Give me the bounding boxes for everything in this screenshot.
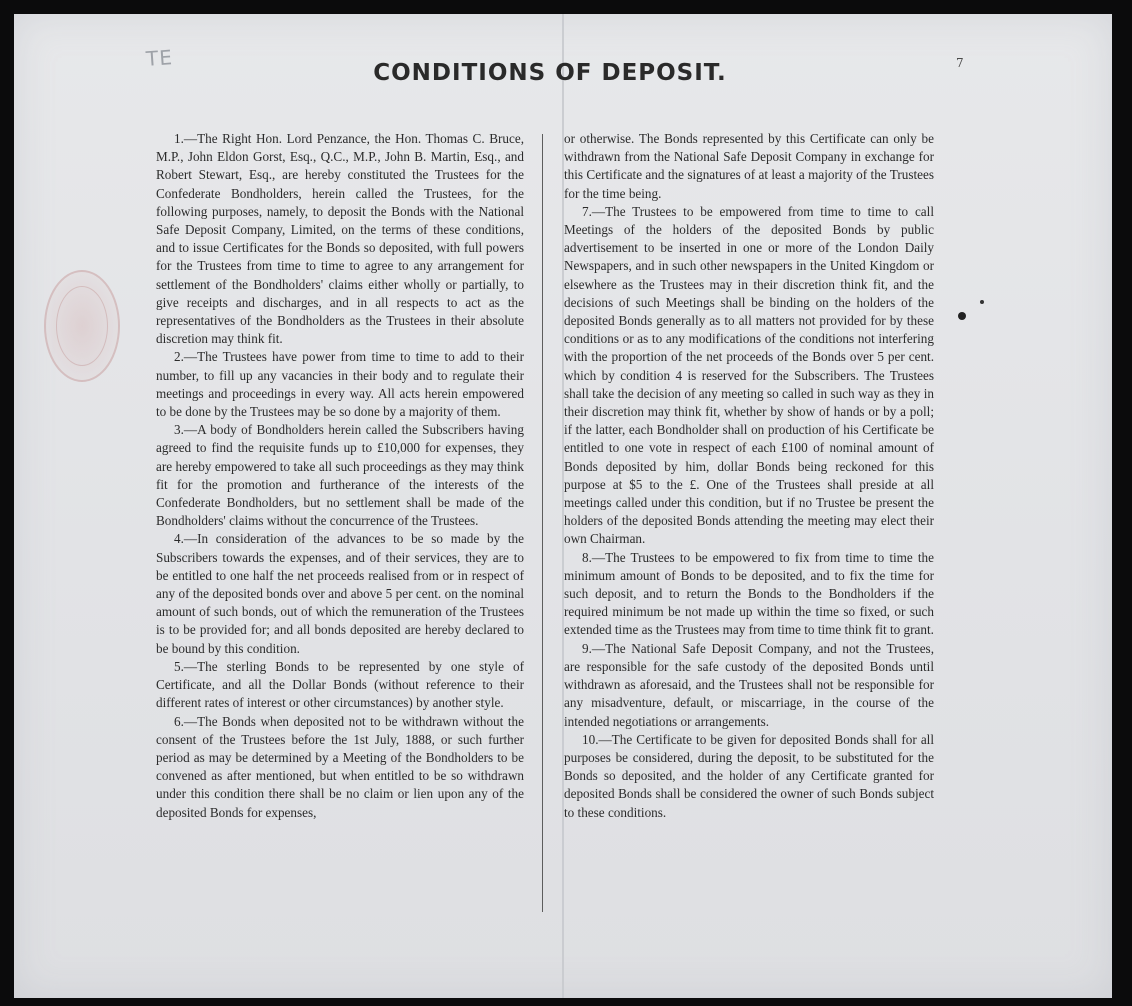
condition-8: 8.—The Trustees to be empowered to fix from time to time the minimum amount of Bonds to be deposited, and to fix the time for such deposit, and to return the Bonds to the Bondholders if the required minimum be not made up within the time so fixed, or such extended time as the Trustees may from time to time think fit to grant. [564, 549, 934, 638]
condition-1: 1.—The Right Hon. Lord Penzance, the Hon. Thomas C. Bruce, M.P., John Eldon Gorst, Esq., Q.C., M.P., John B. Martin, Esq., and Robert Stewart, Esq., are hereby constituted the Trustees for the Confederate Bondholders, herein called the Trustees, for the following purposes, namely, to deposit the Bonds with the National Safe Deposit Company, Limited, on the terms of these conditions, and to issue Certificates for the Bonds so deposited, with full powers for the Trustees from time to time to agree to any arrangement for settlement of the Bondholders' claims either wholly or partially, to give receipts and discharges, and in all respects to act as the representatives of the Bondholders as the Trustees in their absolute discretion may think fit. [156, 131, 524, 347]
column-divider [542, 134, 543, 912]
embossed-revenue-stamp [44, 270, 120, 382]
condition-4: 4.—In consideration of the advances to be so made by the Subscribers towards the expenses, and of their services, they are to be entitled to one half the net proceeds realised from or in respect of any of the deposited bonds over and above 5 per cent. on the nominal amount of such bonds, out of which the remuneration of the Trustees is to be provided for; and all bonds deposited are hereby declared to be bound by this condition. [156, 531, 524, 656]
condition-3: 3.—A body of Bondholders herein called the Subscribers having agreed to find the requisite funds up to £10,000 for expenses, they are hereby empowered to take all such proceedings as they may think fit for the promotion and furtherance of the interests of the Confederate Bondholders, but no settlement shall be made of the Bondholders' claims without the concurrence of the Trustees. [156, 422, 524, 529]
right-column [564, 130, 934, 822]
condition-6: 6.—The Bonds when deposited not to be withdrawn without the consent of the Trustees before the 1st July, 1888, or such further period as may be determined by a Meeting of the Bondholders to be convened as after mentioned, but when entitled to be so withdrawn under this condition there shall be no claim or lien upon any of the deposited Bonds for expenses, [156, 713, 524, 820]
condition-5: 5.—The sterling Bonds to be represented by one style of Certificate, and all the Dollar Bonds (without reference to their different rates of interest or other circumstances) by another style. [156, 658, 524, 711]
condition-2: 2.—The Trustees have power from time to time to add to their number, to fill up any vacancies in their body and to regulate their meetings and proceedings in every way. All acts herein empowered to be done by the Trustees may be so done by a majority of them. [156, 349, 524, 420]
condition-9: 9.—The National Safe Deposit Company, and not the Trustees, are responsible for the safe custody of the deposited Bonds until withdrawn as aforesaid, and the Trustees shall not be responsible for any misadventure, default, or miscarriage, in the course of the intended negotiations or arrangements. [564, 640, 934, 729]
condition-7: 7.—The Trustees to be empowered from time to time to call Meetings of the holders of the deposited Bonds by public advertisement to be inserted in one or more of the London Daily Newspapers, and in such other newspapers in the United Kingdom or elsewhere as the Trustees may in their discretion think fit, and the decisions of such Meetings shall be binding on the holders of the deposited Bonds generally as to all matters not provided for by these conditions or as to any modifications of the conditions not interfering with the proportion of the net proceeds of the Bonds over 5 per cent. which by condition 4 is reserved for the Subscribers. The Trustees shall take the decision of any meeting so called in such way as they in their discretion may think fit, whether by show of hands or by a poll; if the latter, each Bondholder shall on production of his Certificate be entitled to one vote in respect of each £100 of nominal amount of Bonds deposited by him, dollar Bonds being reckoned for this purpose at $5 to the £. One of the Trustees shall preside at all meetings called under this condition, but if no Trustee be present the holders of the deposited Bonds attending the meeting may elect their own Chairman. [564, 203, 934, 547]
document-title: CONDITIONS OF DEPOSIT. [373, 60, 727, 86]
ink-blot [958, 312, 966, 320]
corner-mark: 7 [956, 56, 964, 70]
condition-6-continued: or otherwise. The Bonds represented by this Certificate can only be withdrawn from the National Safe Deposit Company in exchange for this Certificate and the signatures of at least a majority of the Trustees for the time being. [564, 131, 934, 201]
ink-speck [980, 300, 984, 304]
pencil-annotation: TE [145, 45, 174, 71]
left-column [156, 130, 524, 822]
stamp-inner-ring [56, 286, 108, 366]
condition-10: 10.—The Certificate to be given for deposited Bonds shall for all purposes be considered, during the deposit, to be substituted for the Bonds so deposited, and the holder of any Certificate granted for deposited Bonds shall be considered the owner of such Bonds subject to these conditions. [564, 731, 934, 820]
